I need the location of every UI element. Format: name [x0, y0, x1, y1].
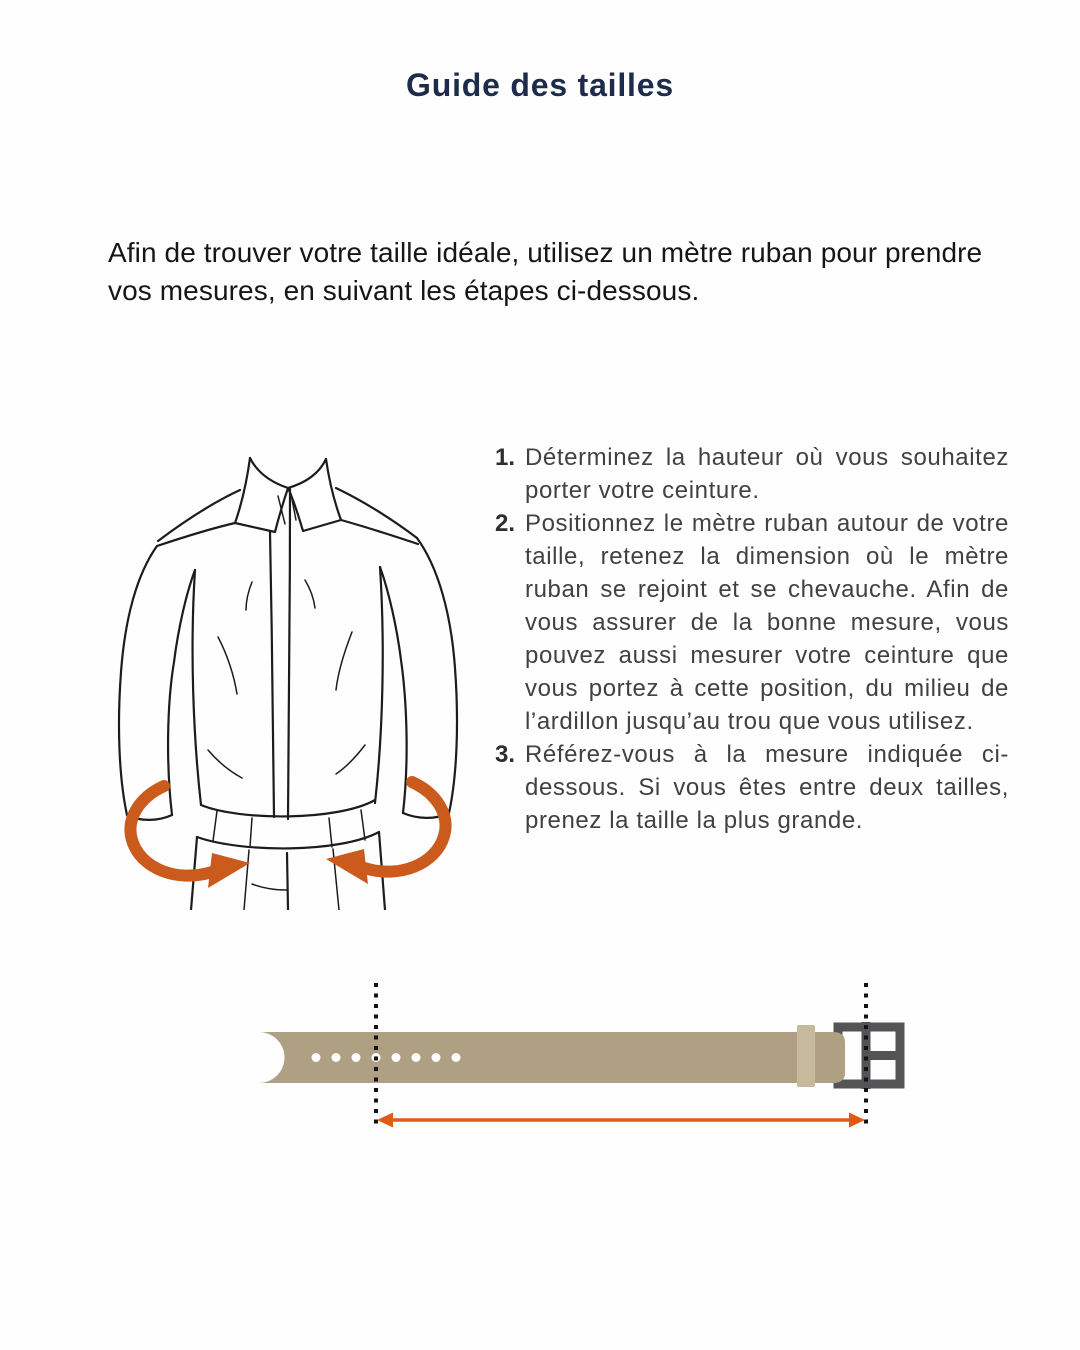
step-number: 2. [495, 510, 516, 537]
shirt-line-art [119, 458, 457, 910]
step-text: Positionnez le mètre ruban autour de votre taille, retenez la dimension où le mètre ruban se rejoint et se chevauche. Afin de vous assurer de la bonne mesure, vous pouvez aussi mesurer votre ceinture que vous portez à cette position, du milieu de l’ardillon jusqu’au trou que vous utilisez. [525, 510, 1009, 735]
waist-arrow-right [326, 782, 446, 884]
page-title: Guide des tailles [406, 67, 674, 103]
intro-text: Afin de trouver votre taille idéale, utilisez un mètre ruban pour prendre vos mesures, en suivant les étapes ci-dessous. [108, 237, 983, 306]
belt-illustration [0, 960, 1080, 1160]
belt-keeper [797, 1025, 815, 1087]
measure-arrow [377, 1113, 865, 1128]
waist-arrow-left [130, 786, 250, 888]
step-text: Déterminez la hauteur où vous souhaitez porter votre ceinture. [525, 444, 1009, 504]
step-item-1 [495, 441, 1009, 507]
step-text: Référez-vous à la mesure indiquée ci-dessous. Si vous êtes entre deux tailles, prenez la taille la plus grande. [525, 741, 1009, 834]
shirt-illustration [100, 432, 480, 910]
step-item-3 [495, 738, 1009, 837]
step-number: 1. [495, 444, 516, 471]
step-item-2 [495, 507, 1009, 738]
step-number: 3. [495, 741, 516, 768]
measurement-steps [495, 441, 1009, 837]
belt-strap [259, 1032, 845, 1083]
belt-buckle [838, 1022, 901, 1089]
